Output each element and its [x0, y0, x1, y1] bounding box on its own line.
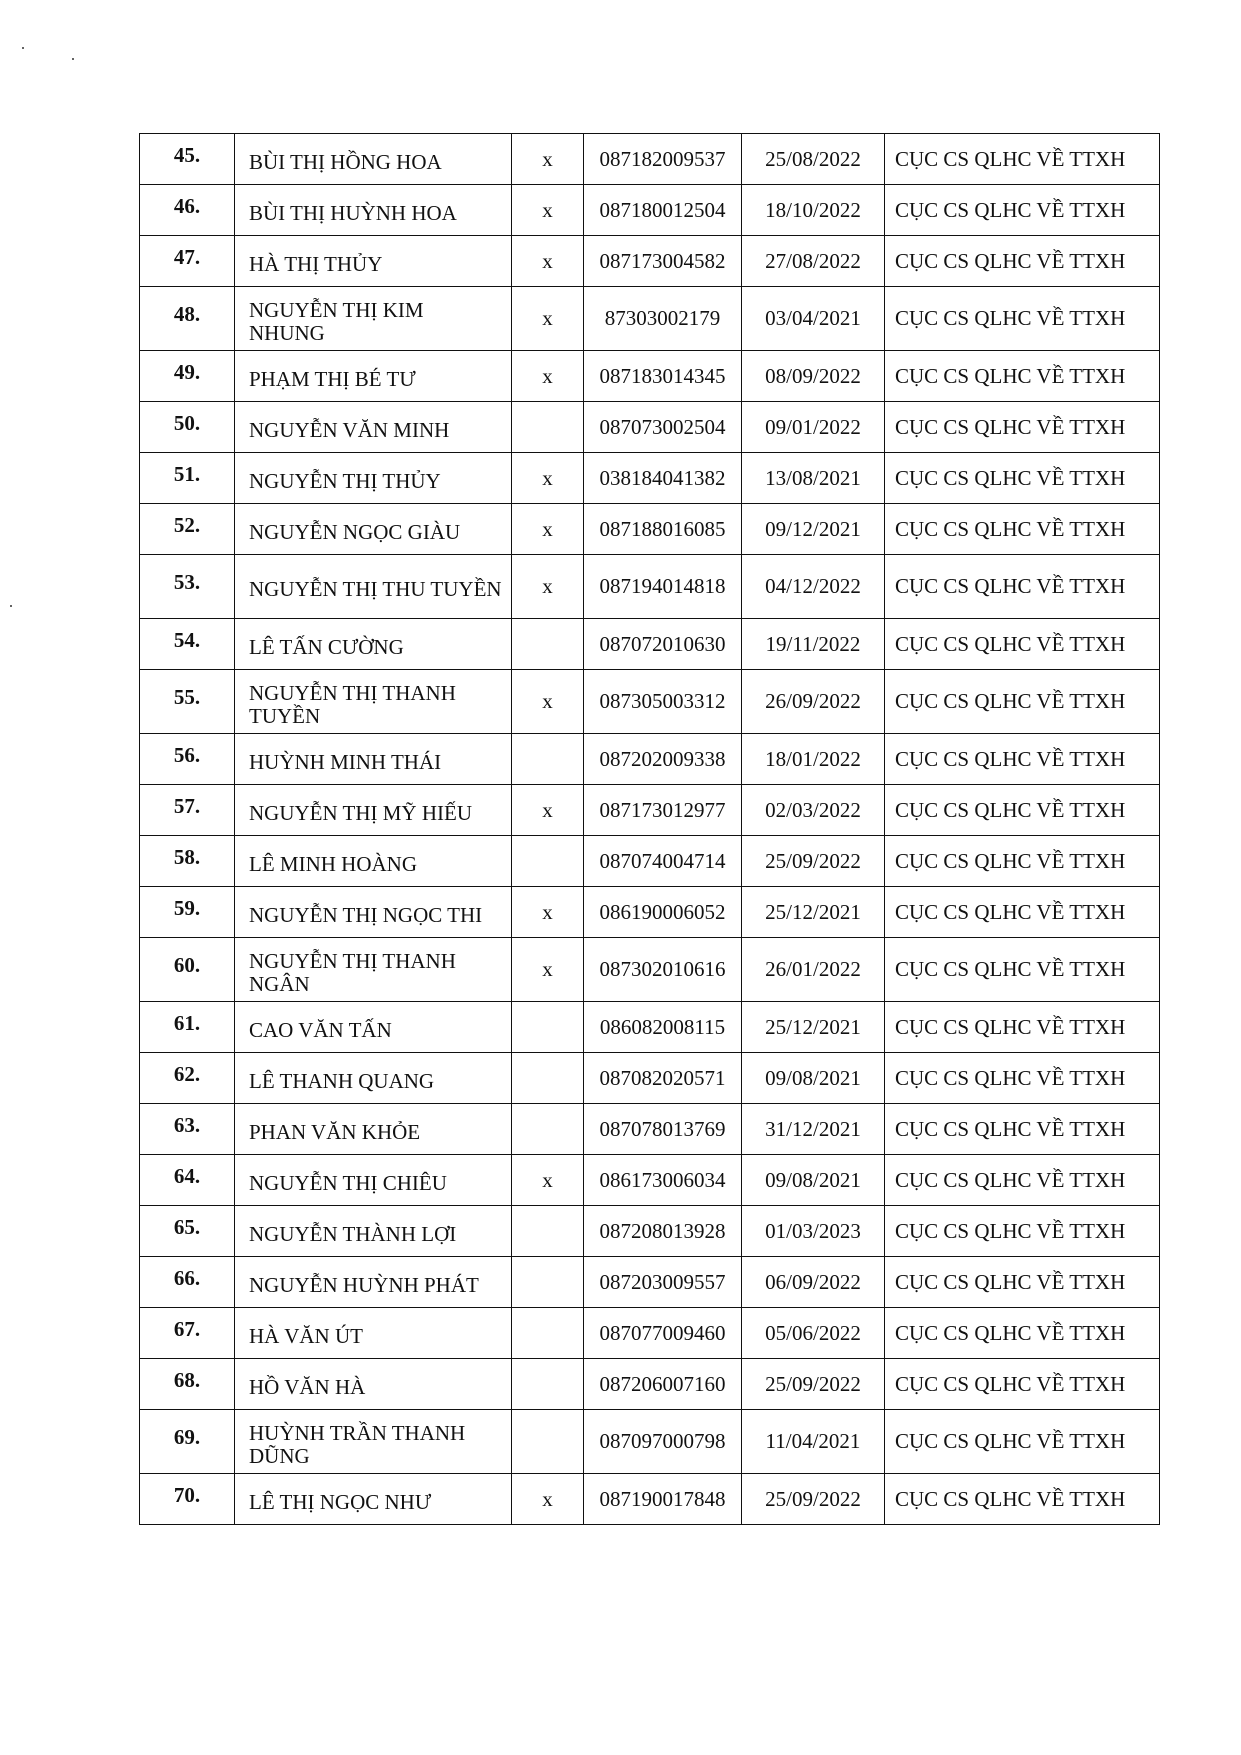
table-row: [140, 1359, 1160, 1410]
row-number-cell: [140, 1002, 235, 1053]
table-row: [140, 670, 1160, 734]
female-mark-cell: x: [512, 670, 584, 734]
id-number-cell: 087074004714: [584, 836, 742, 887]
id-number-cell: 087073002504: [584, 402, 742, 453]
scan-speck: [72, 58, 74, 60]
table-row: [140, 351, 1160, 402]
id-number-cell: 87303002179: [584, 287, 742, 351]
full-name-cell: NGUYỄN THỊ KIM NHUNG: [235, 287, 512, 351]
row-number: 66.: [173, 1265, 201, 1290]
row-number: 57.: [173, 793, 201, 818]
row-number: 61.: [173, 1010, 201, 1035]
female-mark-cell: [512, 734, 584, 785]
issue-date-cell: 04/12/2022: [742, 555, 885, 619]
row-number-cell: [140, 351, 235, 402]
issuing-agency-cell: CỤC CS QLHC VỀ TTXH: [885, 785, 1160, 836]
id-number-cell: 087072010630: [584, 619, 742, 670]
id-number-cell: 087305003312: [584, 670, 742, 734]
row-number-cell: [140, 134, 235, 185]
female-mark-cell: [512, 1359, 584, 1410]
issuing-agency-cell: CỤC CS QLHC VỀ TTXH: [885, 453, 1160, 504]
full-name-cell: HỒ VĂN HÀ: [235, 1359, 512, 1410]
issue-date-cell: 09/08/2021: [742, 1155, 885, 1206]
issuing-agency-cell: CỤC CS QLHC VỀ TTXH: [885, 1002, 1160, 1053]
row-number: 63.: [173, 1112, 201, 1137]
id-number-cell: 087183014345: [584, 351, 742, 402]
id-number-cell: 087078013769: [584, 1104, 742, 1155]
row-number-cell: [140, 287, 235, 351]
table-row: [140, 1206, 1160, 1257]
id-number-cell: 087203009557: [584, 1257, 742, 1308]
full-name-cell: NGUYỄN THỊ THANH NGÂN: [235, 938, 512, 1002]
row-number-cell: [140, 1053, 235, 1104]
issue-date-cell: 18/01/2022: [742, 734, 885, 785]
female-mark-cell: x: [512, 351, 584, 402]
row-number-cell: [140, 453, 235, 504]
table-row: [140, 1155, 1160, 1206]
female-mark-cell: [512, 1308, 584, 1359]
issue-date-cell: 27/08/2022: [742, 236, 885, 287]
full-name-cell: HUỲNH TRẦN THANH DŨNG: [235, 1410, 512, 1474]
row-number: 52.: [173, 512, 201, 537]
row-number-cell: [140, 734, 235, 785]
table-row: [140, 453, 1160, 504]
issue-date-cell: 18/10/2022: [742, 185, 885, 236]
id-number-cell: 087173012977: [584, 785, 742, 836]
issue-date-cell: 26/01/2022: [742, 938, 885, 1002]
row-number-cell: [140, 785, 235, 836]
issue-date-cell: 08/09/2022: [742, 351, 885, 402]
row-number-cell: [140, 1308, 235, 1359]
female-mark-cell: [512, 1410, 584, 1474]
issuing-agency-cell: CỤC CS QLHC VỀ TTXH: [885, 1410, 1160, 1474]
female-mark-cell: [512, 402, 584, 453]
issue-date-cell: 25/09/2022: [742, 1359, 885, 1410]
full-name-cell: NGUYỄN VĂN MINH: [235, 402, 512, 453]
scan-speck: [22, 47, 24, 49]
id-number-cell: 087188016085: [584, 504, 742, 555]
row-number: 67.: [173, 1316, 201, 1341]
issuing-agency-cell: CỤC CS QLHC VỀ TTXH: [885, 1474, 1160, 1525]
row-number: 51.: [173, 461, 201, 486]
id-number-cell: 087173004582: [584, 236, 742, 287]
issuing-agency-cell: CỤC CS QLHC VỀ TTXH: [885, 504, 1160, 555]
female-mark-cell: x: [512, 504, 584, 555]
id-number-cell: 087202009338: [584, 734, 742, 785]
female-mark-cell: x: [512, 1155, 584, 1206]
issue-date-cell: 03/04/2021: [742, 287, 885, 351]
table-row: [140, 402, 1160, 453]
id-number-cell: 087180012504: [584, 185, 742, 236]
issuing-agency-cell: CỤC CS QLHC VỀ TTXH: [885, 1359, 1160, 1410]
full-name-cell: NGUYỄN THỊ CHIÊU: [235, 1155, 512, 1206]
full-name-cell: HÀ THỊ THỦY: [235, 236, 512, 287]
full-name-cell: HÀ VĂN ÚT: [235, 1308, 512, 1359]
table-row: [140, 1104, 1160, 1155]
row-number: 55.: [173, 685, 201, 709]
full-name-cell: NGUYỄN THỊ NGỌC THI: [235, 887, 512, 938]
row-number: 50.: [173, 410, 201, 435]
issue-date-cell: 26/09/2022: [742, 670, 885, 734]
issuing-agency-cell: CỤC CS QLHC VỀ TTXH: [885, 938, 1160, 1002]
female-mark-cell: x: [512, 134, 584, 185]
id-number-cell: 086190006052: [584, 887, 742, 938]
row-number: 64.: [173, 1163, 201, 1188]
full-name-cell: LÊ MINH HOÀNG: [235, 836, 512, 887]
issue-date-cell: 25/08/2022: [742, 134, 885, 185]
issue-date-cell: 13/08/2021: [742, 453, 885, 504]
row-number-cell: [140, 555, 235, 619]
full-name-cell: PHAN VĂN KHỎE: [235, 1104, 512, 1155]
full-name-cell: LÊ THANH QUANG: [235, 1053, 512, 1104]
female-mark-cell: [512, 619, 584, 670]
female-mark-cell: x: [512, 1474, 584, 1525]
issuing-agency-cell: CỤC CS QLHC VỀ TTXH: [885, 185, 1160, 236]
row-number-cell: [140, 1104, 235, 1155]
row-number: 69.: [173, 1425, 201, 1449]
table-row: [140, 619, 1160, 670]
table-row: [140, 185, 1160, 236]
issue-date-cell: 09/12/2021: [742, 504, 885, 555]
issuing-agency-cell: CỤC CS QLHC VỀ TTXH: [885, 670, 1160, 734]
row-number: 70.: [173, 1482, 201, 1507]
table-row: [140, 555, 1160, 619]
female-mark-cell: x: [512, 185, 584, 236]
table-row: [140, 1474, 1160, 1525]
issuing-agency-cell: CỤC CS QLHC VỀ TTXH: [885, 236, 1160, 287]
row-number-cell: [140, 670, 235, 734]
issuing-agency-cell: CỤC CS QLHC VỀ TTXH: [885, 887, 1160, 938]
issue-date-cell: 19/11/2022: [742, 619, 885, 670]
full-name-cell: CAO VĂN TẤN: [235, 1002, 512, 1053]
issuing-agency-cell: CỤC CS QLHC VỀ TTXH: [885, 836, 1160, 887]
row-number-cell: [140, 1474, 235, 1525]
full-name-cell: NGUYỄN THỊ THANH TUYỀN: [235, 670, 512, 734]
row-number-cell: [140, 402, 235, 453]
row-number: 54.: [173, 627, 201, 652]
id-number-cell: 087206007160: [584, 1359, 742, 1410]
full-name-cell: BÙI THỊ HỒNG HOA: [235, 134, 512, 185]
issue-date-cell: 05/06/2022: [742, 1308, 885, 1359]
issue-date-cell: 09/08/2021: [742, 1053, 885, 1104]
row-number: 58.: [173, 844, 201, 869]
id-number-cell: 087097000798: [584, 1410, 742, 1474]
row-number: 46.: [173, 193, 201, 218]
full-name-cell: NGUYỄN THÀNH LỢI: [235, 1206, 512, 1257]
table-row: [140, 1257, 1160, 1308]
issue-date-cell: 25/12/2021: [742, 887, 885, 938]
row-number-cell: [140, 1155, 235, 1206]
id-number-cell: 087182009537: [584, 134, 742, 185]
full-name-cell: PHẠM THỊ BÉ TƯ: [235, 351, 512, 402]
table-row: [140, 1308, 1160, 1359]
female-mark-cell: x: [512, 938, 584, 1002]
female-mark-cell: x: [512, 785, 584, 836]
issuing-agency-cell: CỤC CS QLHC VỀ TTXH: [885, 1155, 1160, 1206]
row-number: 60.: [173, 953, 201, 977]
table-row: [140, 1002, 1160, 1053]
id-number-cell: 038184041382: [584, 453, 742, 504]
female-mark-cell: x: [512, 887, 584, 938]
row-number: 56.: [173, 742, 201, 767]
row-number-cell: [140, 504, 235, 555]
issuing-agency-cell: CỤC CS QLHC VỀ TTXH: [885, 1257, 1160, 1308]
full-name-cell: HUỲNH MINH THÁI: [235, 734, 512, 785]
female-mark-cell: x: [512, 453, 584, 504]
full-name-cell: NGUYỄN NGỌC GIÀU: [235, 504, 512, 555]
roster-body: [140, 134, 1160, 1525]
id-number-cell: 087082020571: [584, 1053, 742, 1104]
full-name-cell: NGUYỄN THỊ THỦY: [235, 453, 512, 504]
issue-date-cell: 09/01/2022: [742, 402, 885, 453]
id-number-cell: 086173006034: [584, 1155, 742, 1206]
row-number: 47.: [173, 244, 201, 269]
table-row: [140, 734, 1160, 785]
row-number: 48.: [173, 302, 201, 326]
table-row: [140, 287, 1160, 351]
row-number-cell: [140, 887, 235, 938]
row-number: 49.: [173, 359, 201, 384]
female-mark-cell: [512, 1053, 584, 1104]
issuing-agency-cell: CỤC CS QLHC VỀ TTXH: [885, 555, 1160, 619]
row-number-cell: [140, 836, 235, 887]
female-mark-cell: x: [512, 287, 584, 351]
full-name-cell: NGUYỄN THỊ THU TUYỀN: [235, 555, 512, 619]
table-row: [140, 785, 1160, 836]
issue-date-cell: 25/12/2021: [742, 1002, 885, 1053]
issue-date-cell: 31/12/2021: [742, 1104, 885, 1155]
full-name-cell: NGUYỄN HUỲNH PHÁT: [235, 1257, 512, 1308]
issuing-agency-cell: CỤC CS QLHC VỀ TTXH: [885, 619, 1160, 670]
row-number-cell: [140, 1257, 235, 1308]
full-name-cell: NGUYỄN THỊ MỸ HIẾU: [235, 785, 512, 836]
row-number-cell: [140, 236, 235, 287]
issuing-agency-cell: CỤC CS QLHC VỀ TTXH: [885, 134, 1160, 185]
issuing-agency-cell: CỤC CS QLHC VỀ TTXH: [885, 287, 1160, 351]
issuing-agency-cell: CỤC CS QLHC VỀ TTXH: [885, 351, 1160, 402]
female-mark-cell: [512, 1206, 584, 1257]
female-mark-cell: [512, 1002, 584, 1053]
issue-date-cell: 01/03/2023: [742, 1206, 885, 1257]
id-number-cell: 087208013928: [584, 1206, 742, 1257]
table-row: [140, 1410, 1160, 1474]
row-number-cell: [140, 1359, 235, 1410]
full-name-cell: BÙI THỊ HUỲNH HOA: [235, 185, 512, 236]
issuing-agency-cell: CỤC CS QLHC VỀ TTXH: [885, 402, 1160, 453]
id-number-cell: 086082008115: [584, 1002, 742, 1053]
table-row: [140, 504, 1160, 555]
row-number: 65.: [173, 1214, 201, 1239]
row-number-cell: [140, 619, 235, 670]
issuing-agency-cell: CỤC CS QLHC VỀ TTXH: [885, 1104, 1160, 1155]
row-number-cell: [140, 938, 235, 1002]
scan-speck: [10, 605, 12, 607]
issue-date-cell: 02/03/2022: [742, 785, 885, 836]
issuing-agency-cell: CỤC CS QLHC VỀ TTXH: [885, 1308, 1160, 1359]
id-number-cell: 087194014818: [584, 555, 742, 619]
row-number: 59.: [173, 895, 201, 920]
female-mark-cell: [512, 1257, 584, 1308]
table-row: [140, 887, 1160, 938]
female-mark-cell: [512, 836, 584, 887]
table-row: [140, 836, 1160, 887]
full-name-cell: LÊ TẤN CƯỜNG: [235, 619, 512, 670]
table-row: [140, 1053, 1160, 1104]
issuing-agency-cell: CỤC CS QLHC VỀ TTXH: [885, 1206, 1160, 1257]
row-number: 62.: [173, 1061, 201, 1086]
row-number-cell: [140, 1410, 235, 1474]
female-mark-cell: x: [512, 236, 584, 287]
row-number: 45.: [173, 142, 201, 167]
table-row: [140, 938, 1160, 1002]
id-number-cell: 087302010616: [584, 938, 742, 1002]
row-number: 53.: [173, 570, 201, 594]
id-number-cell: 087190017848: [584, 1474, 742, 1525]
roster-table: [139, 133, 1160, 1525]
row-number-cell: [140, 1206, 235, 1257]
issue-date-cell: 06/09/2022: [742, 1257, 885, 1308]
issue-date-cell: 25/09/2022: [742, 836, 885, 887]
female-mark-cell: x: [512, 555, 584, 619]
row-number: 68.: [173, 1367, 201, 1392]
id-number-cell: 087077009460: [584, 1308, 742, 1359]
row-number-cell: [140, 185, 235, 236]
table-row: [140, 134, 1160, 185]
table-row: [140, 236, 1160, 287]
full-name-cell: LÊ THỊ NGỌC NHƯ: [235, 1474, 512, 1525]
issuing-agency-cell: CỤC CS QLHC VỀ TTXH: [885, 734, 1160, 785]
issue-date-cell: 25/09/2022: [742, 1474, 885, 1525]
issuing-agency-cell: CỤC CS QLHC VỀ TTXH: [885, 1053, 1160, 1104]
issue-date-cell: 11/04/2021: [742, 1410, 885, 1474]
female-mark-cell: [512, 1104, 584, 1155]
